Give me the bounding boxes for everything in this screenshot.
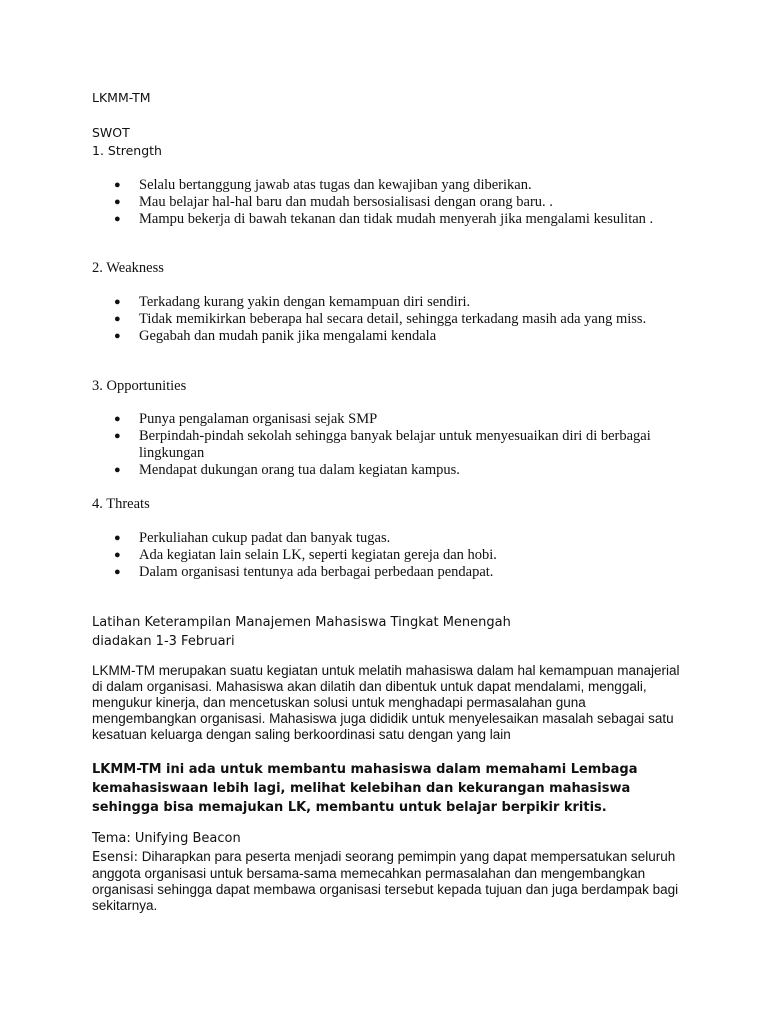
- bullet-icon: ●: [114, 179, 121, 191]
- esensi-paragraph: [92, 849, 682, 914]
- list-item: ● Perkuliahan cukup padat dan banyak tugas.: [114, 530, 391, 546]
- section-heading-weakness: 2. Weakness: [92, 260, 164, 276]
- bullet-icon: ●: [114, 549, 121, 561]
- list-item: ● Punya pengalaman organisasi sejak SMP: [114, 411, 378, 427]
- tema-line: Tema: Unifying Beacon: [92, 831, 241, 846]
- section-heading-opportunities: 3. Opportunities: [92, 378, 187, 394]
- weakness-list: [92, 294, 669, 345]
- event-date: diadakan 1-3 Februari: [92, 634, 235, 649]
- list-item: ● Dalam organisasi tentunya ada berbagai perbedaan pendapat.: [114, 564, 494, 580]
- bullet-icon: ●: [114, 464, 121, 476]
- doc-title: LKMM-TM: [92, 90, 151, 105]
- esensi-label: Esensi:: [92, 850, 138, 865]
- bullet-icon: ●: [114, 413, 121, 425]
- bullet-icon: ●: [114, 213, 121, 225]
- bullet-icon: ●: [114, 313, 121, 325]
- bullet-icon: ●: [114, 532, 121, 544]
- bullet-icon: ●: [114, 430, 121, 442]
- list-item: ● Terkadang kurang yakin dengan kemampuan diri sendiri.: [114, 294, 471, 310]
- section-heading-strength: 1. Strength: [92, 143, 162, 158]
- bullet-icon: ●: [114, 196, 121, 208]
- bullet-icon: ●: [114, 566, 121, 578]
- list-item: ● Berpindah-pindah sekolah sehingga banyak belajar untuk menyesuaikan diri di berbagai lingkungan: [114, 428, 651, 461]
- list-item: ● Tidak memikirkan beberapa hal secara detail, sehingga terkadang masih ada yang miss.: [114, 311, 647, 327]
- event-purpose: LKMM-TM ini ada untuk membantu mahasiswa dalam memahami Lembaga kemahasiswaan lebih lagi, melihat kelebihan dan kekurangan mahasiswa sehingga bisa memajukan LK, membantu untuk belajar berpikir kritis.: [92, 762, 638, 815]
- event-full-name: Latihan Keterampilan Manajemen Mahasiswa Tingkat Menengah: [92, 615, 511, 630]
- opportunities-list: [92, 411, 669, 479]
- list-item: ● Mampu bekerja di bawah tekanan dan tidak mudah menyerah jika mengalami kesulitan .: [114, 211, 654, 227]
- list-item: ● Mendapat dukungan orang tua dalam kegiatan kampus.: [114, 462, 460, 478]
- list-item: ● Ada kegiatan lain selain LK, seperti kegiatan gereja dan hobi.: [114, 547, 497, 563]
- threats-list: [92, 530, 669, 581]
- event-description: LKMM-TM merupakan suatu kegiatan untuk melatih mahasiswa dalam hal kemampuan manajerial di dalam organisasi. Mahasiswa akan dilatih dan dibentuk untuk dapat mendalami, menggali, mengukur kinerja, dan mencetuskan solusi untuk menghadapi permasalahan guna mengembangkan organisasi. Mahasiswa juga dididik untuk menyelesaikan masalah sebagai satu kesatuan keluarga dengan saling berkoordinasi satu dengan yang lain: [92, 663, 680, 742]
- bullet-icon: ●: [114, 296, 121, 308]
- bullet-icon: ●: [114, 330, 121, 342]
- list-item: ● Mau belajar hal-hal baru dan mudah bersosialisasi dengan orang baru. .: [114, 194, 553, 210]
- list-item: ● Selalu bertanggung jawab atas tugas dan kewajiban yang diberikan.: [114, 177, 532, 193]
- list-item: ● Gegabah dan mudah panik jika mengalami kendala: [114, 328, 437, 344]
- strength-list: [92, 177, 669, 228]
- esensi-text: Diharapkan para peserta menjadi seorang pemimpin yang dapat mempersatukan seluruh anggota organisasi untuk bersama-sama memecahkan permasalahan dan mengembangkan organisasi sehingga dapat membawa organisasi tersebut kepada tujuan dan juga berdampak bagi sekitarnya.: [92, 849, 679, 913]
- swot-label: SWOT: [92, 125, 130, 140]
- section-heading-threats: 4. Threats: [92, 496, 150, 512]
